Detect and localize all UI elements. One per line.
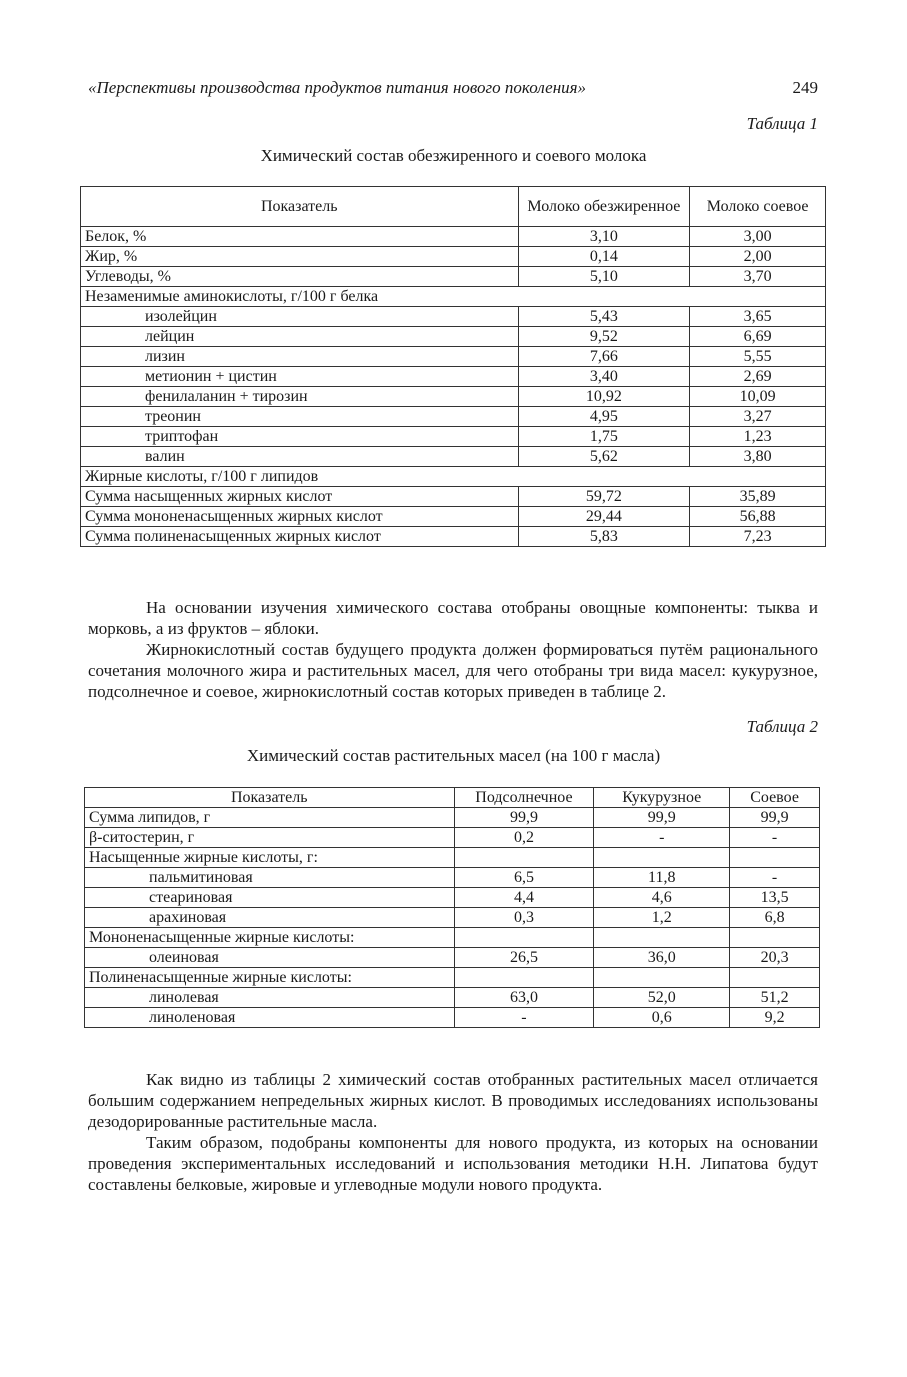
row-label: Сумма липидов, г: [85, 808, 455, 828]
column-header: Кукурузное: [594, 788, 730, 808]
value-cell: 3,10: [518, 227, 690, 247]
value-cell: [594, 968, 730, 988]
value-cell: 9,52: [518, 327, 690, 347]
value-cell: [730, 848, 820, 868]
value-cell: 4,4: [454, 888, 594, 908]
page-number: 249: [792, 78, 818, 97]
table-row: [85, 848, 820, 868]
value-cell: 6,5: [454, 868, 594, 888]
value-cell: 11,8: [594, 868, 730, 888]
table-row: [81, 367, 826, 387]
value-cell: 4,95: [518, 407, 690, 427]
table-row: [81, 387, 826, 407]
section-header-cell: Незаменимые аминокислоты, г/100 г белка: [81, 287, 826, 307]
value-cell: 3,70: [690, 267, 826, 287]
value-cell: 5,55: [690, 347, 826, 367]
value-cell: [730, 968, 820, 988]
value-cell: [594, 928, 730, 948]
row-label: метионин + цистин: [81, 367, 519, 387]
table-row: [81, 287, 826, 307]
table1-title: Химический состав обезжиренного и соевого молока: [260, 146, 647, 165]
value-cell: 3,40: [518, 367, 690, 387]
value-cell: 29,44: [518, 507, 690, 527]
table-row: [81, 467, 826, 487]
value-cell: 3,65: [690, 307, 826, 327]
table-row: [85, 988, 820, 1008]
value-cell: 6,69: [690, 327, 826, 347]
section-header-cell: Жирные кислоты, г/100 г липидов: [81, 467, 826, 487]
value-cell: 3,00: [690, 227, 826, 247]
table2-title: Химический состав растительных масел (на 100 г масла): [246, 746, 661, 765]
value-cell: 63,0: [454, 988, 594, 1008]
page-header: [88, 78, 818, 102]
value-cell: 52,0: [594, 988, 730, 1008]
table1-label: Таблица 1: [746, 114, 818, 133]
row-label: олеиновая: [85, 948, 455, 968]
table-row: [85, 828, 820, 848]
value-cell: 0,6: [594, 1008, 730, 1028]
value-cell: 3,27: [690, 407, 826, 427]
row-label: Углеводы, %: [81, 267, 519, 287]
column-header: Показатель: [85, 788, 455, 808]
value-cell: 13,5: [730, 888, 820, 908]
section-header-cell: Насыщенные жирные кислоты, г:: [85, 848, 455, 868]
value-cell: 1,2: [594, 908, 730, 928]
value-cell: 2,00: [690, 247, 826, 267]
row-label: линоленовая: [85, 1008, 455, 1028]
table-row: [81, 267, 826, 287]
row-label: лизин: [81, 347, 519, 367]
column-header: Показатель: [81, 187, 519, 227]
value-cell: 4,6: [594, 888, 730, 908]
value-cell: 1,75: [518, 427, 690, 447]
table-row: [85, 808, 820, 828]
value-cell: -: [454, 1008, 594, 1028]
paragraph: Таким образом, подобраны компоненты для нового продукта, из которых на основании проведения экспериментальных исследований и использования методики Н.Н. Липатова будут составлены белковые, жировые и углеводные модули нового продукта.: [88, 1133, 818, 1194]
table1: [80, 186, 826, 547]
table-row: [85, 888, 820, 908]
value-cell: 0,14: [518, 247, 690, 267]
value-cell: 1,23: [690, 427, 826, 447]
row-label: триптофан: [81, 427, 519, 447]
row-label: лейцин: [81, 327, 519, 347]
table-row: [81, 427, 826, 447]
table-row: [85, 908, 820, 928]
row-label: линолевая: [85, 988, 455, 1008]
value-cell: 7,66: [518, 347, 690, 367]
row-label: треонин: [81, 407, 519, 427]
row-label: β-ситостерин, г: [85, 828, 455, 848]
paragraph: Как видно из таблицы 2 химический состав отобранных растительных масел отличается большим содержанием непредельных жирных кислот. В проводимых исследованиях использованы дезодорированные растительные масла.: [88, 1070, 818, 1131]
table-row: [81, 247, 826, 267]
value-cell: 10,09: [690, 387, 826, 407]
value-cell: [454, 968, 594, 988]
value-cell: 59,72: [518, 487, 690, 507]
paragraph: Жирнокислотный состав будущего продукта должен формироваться путём рационального сочетания молочного жира и растительных масел, для чего отобраны три вида масел: кукурузное, подсолнечное и соевое, жирнокислотный состав которых приведен в таблице 2.: [88, 640, 818, 701]
row-label: Белок, %: [81, 227, 519, 247]
row-label: Жир, %: [81, 247, 519, 267]
table-row: [81, 407, 826, 427]
value-cell: 5,62: [518, 447, 690, 467]
row-label: Сумма полиненасыщенных жирных кислот: [81, 527, 519, 547]
column-header: Молоко обезжиренное: [518, 187, 690, 227]
value-cell: [454, 848, 594, 868]
table-row: [81, 447, 826, 467]
value-cell: [454, 928, 594, 948]
table-row: [85, 1008, 820, 1028]
value-cell: 99,9: [594, 808, 730, 828]
value-cell: 9,2: [730, 1008, 820, 1028]
value-cell: 20,3: [730, 948, 820, 968]
value-cell: 10,92: [518, 387, 690, 407]
value-cell: 26,5: [454, 948, 594, 968]
value-cell: 56,88: [690, 507, 826, 527]
value-cell: 99,9: [730, 808, 820, 828]
value-cell: 51,2: [730, 988, 820, 1008]
table-header-row: [85, 788, 820, 808]
value-cell: 35,89: [690, 487, 826, 507]
table2: [84, 787, 820, 1028]
section-header-cell: Полиненасыщенные жирные кислоты:: [85, 968, 455, 988]
value-cell: 2,69: [690, 367, 826, 387]
paragraph: На основании изучения химического состава отобраны овощные компоненты: тыква и морковь, а из фруктов – яблоки.: [88, 598, 818, 638]
row-label: валин: [81, 447, 519, 467]
value-cell: 6,8: [730, 908, 820, 928]
value-cell: 0,3: [454, 908, 594, 928]
column-header: Молоко соевое: [690, 187, 826, 227]
value-cell: [594, 848, 730, 868]
value-cell: 0,2: [454, 828, 594, 848]
row-label: изолейцин: [81, 307, 519, 327]
table-row: [85, 948, 820, 968]
value-cell: 5,10: [518, 267, 690, 287]
value-cell: 36,0: [594, 948, 730, 968]
table-row: [81, 347, 826, 367]
value-cell: 99,9: [454, 808, 594, 828]
table-row: [85, 968, 820, 988]
table-row: [81, 527, 826, 547]
table-row: [85, 868, 820, 888]
table-row: [81, 227, 826, 247]
table-row: [81, 307, 826, 327]
table-row: [85, 928, 820, 948]
table-header-row: [81, 187, 826, 227]
value-cell: [730, 928, 820, 948]
value-cell: -: [594, 828, 730, 848]
row-label: Сумма мононенасыщенных жирных кислот: [81, 507, 519, 527]
row-label: арахиновая: [85, 908, 455, 928]
value-cell: -: [730, 828, 820, 848]
table-row: [81, 487, 826, 507]
value-cell: 7,23: [690, 527, 826, 547]
column-header: Подсолнечное: [454, 788, 594, 808]
table-row: [81, 507, 826, 527]
table2-label: Таблица 2: [746, 717, 818, 736]
value-cell: 5,83: [518, 527, 690, 547]
row-label: пальмитиновая: [85, 868, 455, 888]
journal-title: «Перспективы производства продуктов питания нового поколения»: [88, 78, 587, 97]
row-label: стеариновая: [85, 888, 455, 908]
column-header: Соевое: [730, 788, 820, 808]
value-cell: -: [730, 868, 820, 888]
row-label: фенилаланин + тирозин: [81, 387, 519, 407]
value-cell: 5,43: [518, 307, 690, 327]
row-label: Сумма насыщенных жирных кислот: [81, 487, 519, 507]
table-row: [81, 327, 826, 347]
section-header-cell: Мононенасыщенные жирные кислоты:: [85, 928, 455, 948]
value-cell: 3,80: [690, 447, 826, 467]
